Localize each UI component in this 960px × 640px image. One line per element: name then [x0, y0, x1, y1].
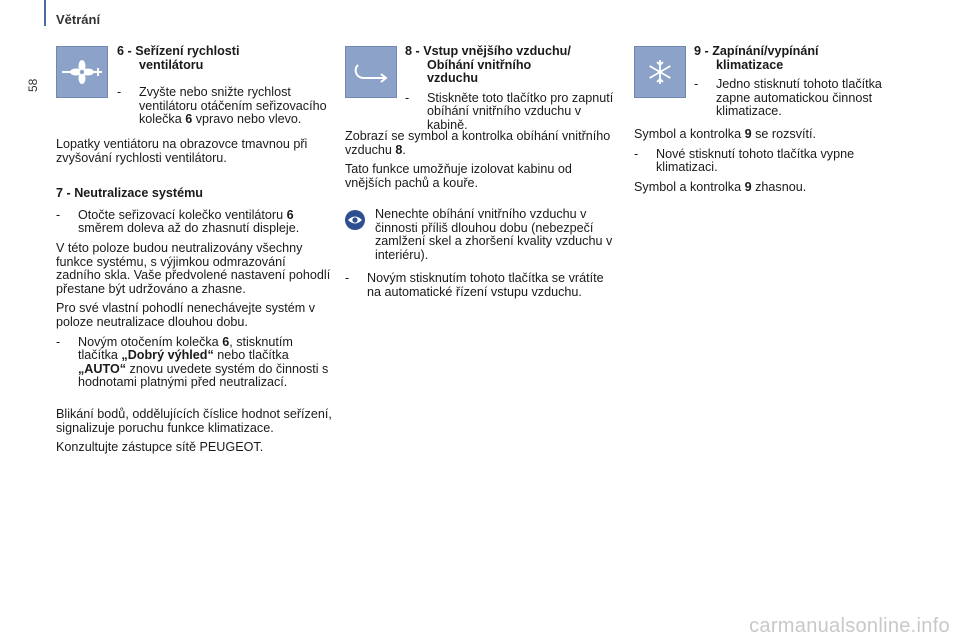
paragraph: Tato funkce umožňuje izolovat kabinu od vnějších pachů a kouře.: [345, 162, 572, 190]
paragraph: Symbol a kontrolka 9 se rozsvítí.: [634, 127, 817, 141]
fan-speed-heading: [117, 45, 329, 72]
heading-line: klimatizace: [716, 57, 784, 72]
list-item: - Nové stisknutí tohoto tlačítka vypne klimatizaci.: [634, 146, 855, 175]
section-title: Větrání: [56, 12, 101, 27]
recirculation-warning-note: [375, 208, 617, 268]
air-conditioning-block: [694, 45, 904, 125]
paragraph: Symbol a kontrolka 9 zhasnou.: [634, 179, 807, 194]
column-3-text: [634, 128, 908, 200]
heading-line: 8 - Vstup vnějšího vzduchu/: [405, 44, 571, 58]
section-heading: 7 - Neutralizace systému: [56, 186, 203, 201]
fan-speed-block: [117, 45, 329, 133]
heading-line: 6 - Seřízení rychlosti: [117, 44, 240, 58]
recirculation-block: [405, 45, 615, 139]
heading-line: 9 - Zapínání/vypínání: [694, 44, 819, 58]
list-item: - Otočte seřizovací kolečko ventilátoru 6 směrem doleva až do zhasnutí displeje.: [56, 207, 300, 236]
heading-line: vzduchu: [427, 71, 479, 86]
page-number: 58: [26, 78, 40, 92]
column-2-bullet: [345, 272, 617, 305]
heading-line: ventilátoru: [139, 57, 204, 72]
list-item: - Zvyšte nebo snižte rychlost ventilátoru otáčením seřizovacího kolečka 6 vpravo nebo vlevo.: [117, 85, 327, 127]
list-item: - Stiskněte toto tlačítko pro zapnutí obíhání vnitřního vzduchu v kabině.: [405, 90, 614, 132]
paragraph: Blikání bodů, oddělujících číslice hodnot seřízení, signalizuje poruchu funkce klimatizace.: [56, 406, 332, 435]
column-2-text: [345, 130, 615, 196]
watermark: carmanualsonline.info: [749, 615, 950, 638]
column-1-text: [56, 138, 332, 461]
note-text: Nenechte obíhání vnitřního vzduchu v činnosti příliš dlouhou dobu (nebezpečí zamlžení skel a zhoršení kvality vzduchu v interiéru).: [375, 207, 613, 262]
air-recirculation-icon: [345, 46, 397, 98]
accent-bar: [44, 0, 46, 26]
fan-speed-icon: [56, 46, 108, 98]
paragraph: Zobrazí se symbol a kontrolka obíhání vnitřního vzduchu 8.: [345, 129, 611, 157]
paragraph: V této poloze budou neutralizovány všechny funkce systému, s výjimkou odmrazování zadního skla. Vaše předvolené nastavení pohodlí přestane být udržováno a zhasne.: [56, 240, 331, 296]
snowflake-icon: [634, 46, 686, 98]
paragraph: Konzultujte zástupce sítě PEUGEOT.: [56, 440, 264, 455]
list-item: - Novým otočením kolečka 6, stisknutím tlačítka „Dobrý výhled“ nebo tlačítka „AUTO“ znovu uvedete systém do činnosti s hodnotami platnými před neutralizací.: [56, 334, 329, 390]
eye-icon: [345, 210, 365, 230]
paragraph: Lopatky ventiátoru na obrazovce tmavnou při zvyšování rychlosti ventilátoru.: [56, 137, 308, 165]
paragraph: Pro své vlastní pohodlí nenechávejte systém v poloze neutralizace dlouhou dobu.: [56, 301, 316, 329]
recirculation-heading: [405, 45, 615, 86]
heading-line: Obíhání vnitřního: [427, 57, 532, 72]
air-conditioning-heading: [694, 45, 904, 72]
list-item: - Jedno stisknutí tohoto tlačítka zapne automatickou činnost klimatizace.: [694, 77, 882, 119]
list-item: - Novým stisknutím tohoto tlačítka se vrátíte na automatické řízení vstupu vzduchu.: [345, 271, 604, 299]
